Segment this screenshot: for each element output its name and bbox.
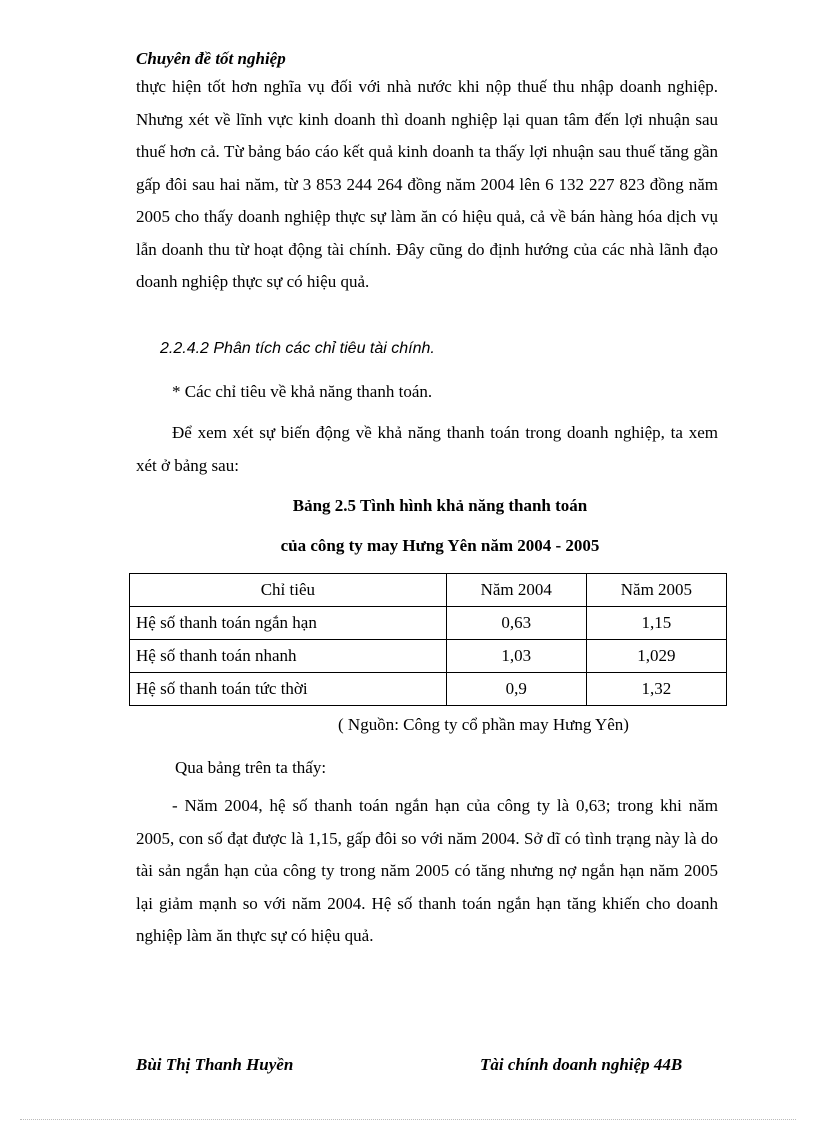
row-label: Hệ số thanh toán nhanh <box>130 640 447 673</box>
page-header-title: Chuyên đề tốt nghiệp <box>136 49 286 68</box>
liquidity-table <box>129 573 727 706</box>
table-row <box>130 673 727 706</box>
section-heading: 2.2.4.2 Phân tích các chỉ tiêu tài chính. <box>160 340 435 357</box>
page-bottom-divider <box>20 1119 796 1120</box>
footer-author: Bùi Thị Thanh Huyền <box>136 1055 294 1074</box>
header-indicator: Chỉ tiêu <box>130 574 447 607</box>
header-year-2004: Năm 2004 <box>446 574 586 607</box>
row-label: Hệ số thanh toán tức thời <box>130 673 447 706</box>
table-caption-line2: của công ty may Hưng Yên năm 2004 - 2005 <box>280 536 600 555</box>
table-row <box>130 640 727 673</box>
value-2005: 1,32 <box>586 673 726 706</box>
value-2004: 0,9 <box>446 673 586 706</box>
header-year-2005: Năm 2005 <box>586 574 726 607</box>
paragraph-intro-table: Để xem xét sự biến động về khả năng thanh toán trong doanh nghiệp, ta xem xét ở bảng sau: <box>136 423 718 475</box>
value-2005: 1,15 <box>586 607 726 640</box>
bullet-line: * Các chỉ tiêu về khả năng thanh toán. <box>172 382 433 401</box>
table-header-row <box>130 574 727 607</box>
value-2004: 0,63 <box>446 607 586 640</box>
paragraph-profit: thực hiện tốt hơn nghĩa vụ đối với nhà nước khi nộp thuế thu nhập doanh nghiệp. Nhưng xét về lĩnh vực kinh doanh thì doanh nghiệp lại quan tâm đến lợi nhuận sau thuế hơn cả. Từ bảng báo cáo kết quả kinh doanh ta thấy lợi nhuận sau thuế tăng gần gấp đôi sau hai năm, từ 3 853 244 264 đồng năm 2004 lên 6 132 227 823 đồng năm 2005 cho thấy doanh nghiệp thực sự làm ăn có hiệu quả, cả về bán hàng hóa dịch vụ lẫn doanh thu từ hoạt động tài chính. Đây cũng do định hướng của các nhà lãnh đạo doanh nghiệp thực sự có hiệu quả. <box>136 77 718 291</box>
table-caption-line1: Bảng 2.5 Tình hình khả năng thanh toán <box>292 496 588 515</box>
value-2005: 1,029 <box>586 640 726 673</box>
footer-class: Tài chính doanh nghiệp 44B <box>480 1055 683 1074</box>
value-2004: 1,03 <box>446 640 586 673</box>
table-row <box>130 607 727 640</box>
table-source: ( Nguồn: Công ty cổ phần may Hưng Yên) <box>338 715 629 734</box>
paragraph-analysis: - Năm 2004, hệ số thanh toán ngắn hạn của công ty là 0,63; trong khi năm 2005, con số đạt được là 1,15, gấp đôi so với năm 2004. Sở dĩ có tình trạng này là do tài sản ngắn hạn của công ty trong năm 2005 có tăng nhưng nợ ngắn hạn năm 2005 lại giảm mạnh so với năm 2004. Hệ số thanh toán ngắn hạn tăng khiến cho doanh nghiệp làm ăn thực sự có hiệu quả. <box>136 796 718 945</box>
paragraph-summary-intro: Qua bảng trên ta thấy: <box>175 758 327 777</box>
row-label: Hệ số thanh toán ngắn hạn <box>130 607 447 640</box>
